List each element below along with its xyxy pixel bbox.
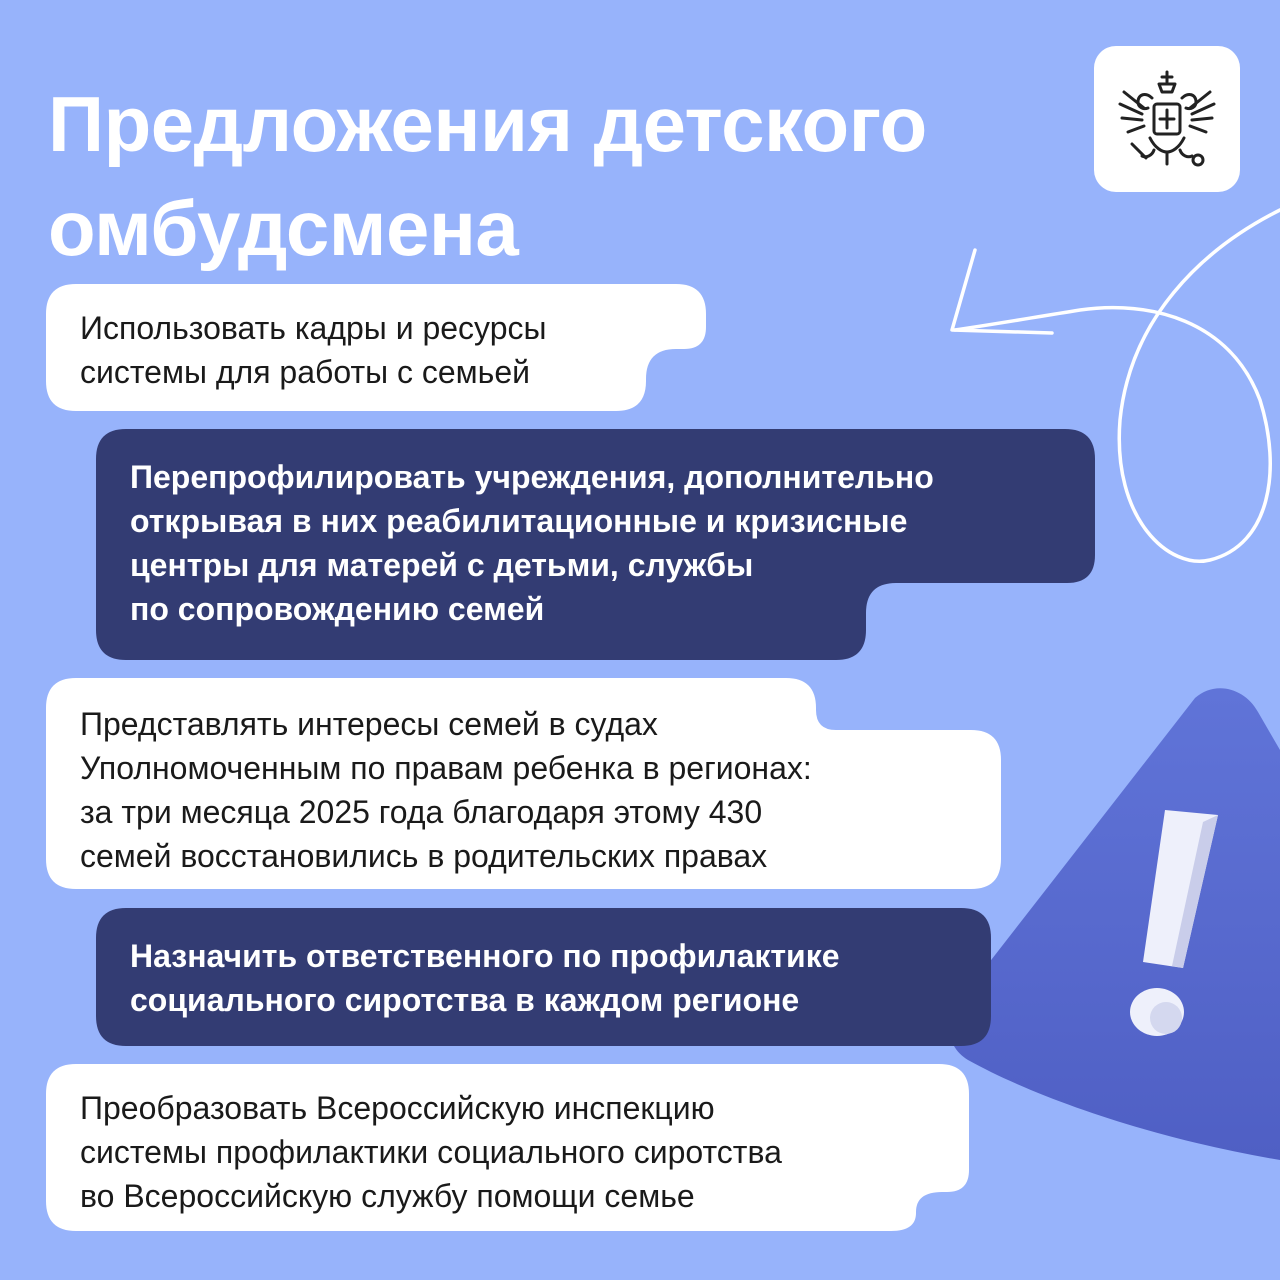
- page-title-line-2: омбудсмена: [48, 184, 519, 272]
- proposal-4-line-1: Назначить ответственного по профилактике: [130, 938, 840, 974]
- proposal-text-4: [130, 930, 991, 1022]
- proposal-text-1: [80, 306, 706, 394]
- proposal-4-line-2: социального сиротства в каждом регионе: [130, 982, 800, 1018]
- proposal-card-2: [96, 429, 1095, 660]
- proposal-1-line-1: Использовать кадры и ресурсы: [80, 310, 547, 346]
- proposal-2-line-3: центры для матерей с детьми, службы: [130, 547, 754, 583]
- proposal-2-line-4: по сопровождению семей: [130, 591, 545, 627]
- logo-badge: [1094, 46, 1240, 192]
- proposal-card-1: [46, 284, 706, 411]
- proposal-text-2: [130, 451, 1095, 631]
- proposal-1-line-2: системы для работы с семьей: [80, 354, 531, 390]
- proposal-3-line-3: за три месяца 2025 года благодаря этому 430: [80, 794, 763, 830]
- proposal-5-line-3: во Всероссийскую службу помощи семье: [80, 1178, 695, 1214]
- proposal-3-line-2: Уполномоченным по правам ребенка в регионах:: [80, 750, 812, 786]
- proposal-5-line-2: системы профилактики социального сиротства: [80, 1134, 782, 1170]
- double-headed-eagle-emblem-icon: [1114, 64, 1220, 174]
- proposal-3-line-1: Представлять интересы семей в судах: [80, 706, 658, 742]
- proposal-card-4: [96, 908, 991, 1046]
- proposal-5-line-1: Преобразовать Всероссийскую инспекцию: [80, 1090, 715, 1126]
- proposal-2-line-2: открывая в них реабилитационные и кризисные: [130, 503, 908, 539]
- proposal-3-line-4: семей восстановились в родительских правах: [80, 838, 768, 874]
- proposal-card-5: [46, 1064, 969, 1231]
- page-title: [48, 72, 927, 280]
- page-title-line-1: Предложения детского: [48, 80, 927, 168]
- proposal-card-3: [46, 678, 1001, 889]
- proposal-text-3: [80, 700, 1001, 878]
- proposal-2-line-1: Перепрофилировать учреждения, дополнительно: [130, 459, 934, 495]
- proposal-text-5: [80, 1086, 969, 1218]
